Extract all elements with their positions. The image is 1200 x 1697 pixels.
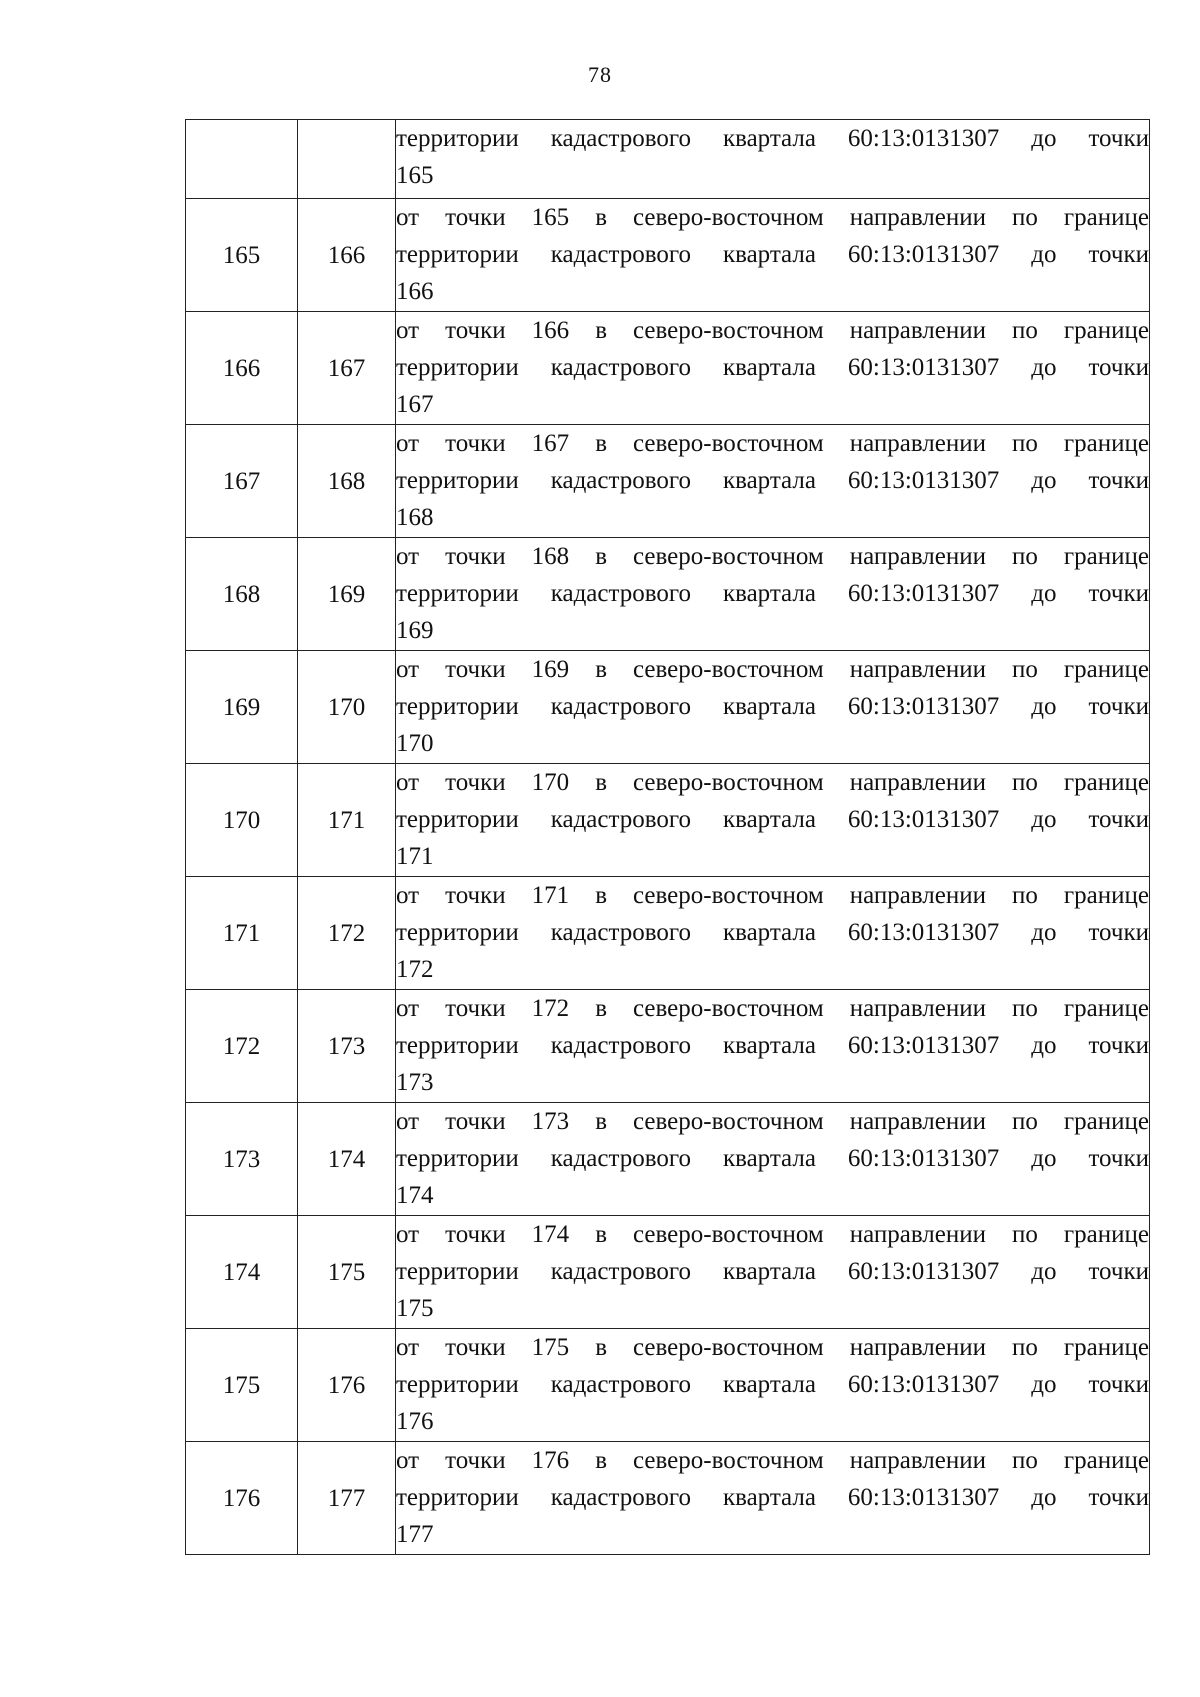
description-cell	[396, 764, 1150, 877]
description-line: территории кадастрового квартала 60:13:0131307 до точки	[396, 354, 1149, 381]
description-line: территории кадастрового квартала 60:13:0131307 до точки	[396, 693, 1149, 720]
description-line: 167	[396, 391, 434, 418]
description-line: территории кадастрового квартала 60:13:0131307 до точки	[396, 1484, 1149, 1511]
table-row	[186, 1103, 1150, 1216]
description-line: от точки 167 в северо-восточном направлении по границе	[396, 430, 1149, 457]
to-point-cell: 176	[298, 1329, 396, 1442]
table-row	[186, 538, 1150, 651]
description-line: от точки 172 в северо-восточном направлении по границе	[396, 995, 1149, 1022]
from-point-cell: 175	[186, 1329, 298, 1442]
from-point-cell: 176	[186, 1442, 298, 1555]
description-line: от точки 166 в северо-восточном направлении по границе	[396, 317, 1149, 344]
to-point-cell: 169	[298, 538, 396, 651]
from-point-cell	[186, 120, 298, 199]
description-line: 168	[396, 504, 434, 531]
description-line: территории кадастрового квартала 60:13:0131307 до точки	[396, 241, 1149, 268]
table-row	[186, 1442, 1150, 1555]
description-line: от точки 175 в северо-восточном направлении по границе	[396, 1334, 1149, 1361]
description-line: территории кадастрового квартала 60:13:0131307 до точки	[396, 1371, 1149, 1398]
from-point-cell: 167	[186, 425, 298, 538]
from-point-cell: 169	[186, 651, 298, 764]
description-line: 171	[396, 843, 434, 870]
description-cell	[396, 990, 1150, 1103]
from-point-cell: 168	[186, 538, 298, 651]
description-line: территории кадастрового квартала 60:13:0131307 до точки	[396, 1258, 1149, 1285]
table-row	[186, 877, 1150, 990]
description-line: 175	[396, 1295, 434, 1322]
description-line: 174	[396, 1182, 434, 1209]
from-point-cell: 165	[186, 199, 298, 312]
description-cell	[396, 312, 1150, 425]
from-point-cell: 171	[186, 877, 298, 990]
page-number: 78	[588, 62, 612, 87]
table-row	[186, 1216, 1150, 1329]
description-line: 166	[396, 278, 434, 305]
description-line: 172	[396, 956, 434, 983]
description-line: территории кадастрового квартала 60:13:0131307 до точки	[396, 580, 1149, 607]
description-cell	[396, 1329, 1150, 1442]
description-cell	[396, 199, 1150, 312]
description-line: от точки 171 в северо-восточном направлении по границе	[396, 882, 1149, 909]
description-cell	[396, 425, 1150, 538]
description-line: 177	[396, 1521, 434, 1548]
to-point-cell: 167	[298, 312, 396, 425]
description-line: от точки 169 в северо-восточном направлении по границе	[396, 656, 1149, 683]
to-point-cell	[298, 120, 396, 199]
description-cell	[396, 651, 1150, 764]
table-row	[186, 1329, 1150, 1442]
description-cell	[396, 538, 1150, 651]
description-line: территории кадастрового квартала 60:13:0131307 до точки	[396, 806, 1149, 833]
description-line: от точки 168 в северо-восточном направлении по границе	[396, 543, 1149, 570]
boundary-points-table	[185, 119, 1150, 1555]
description-line: территории кадастрового квартала 60:13:0131307 до точки	[396, 919, 1149, 946]
description-line: 176	[396, 1408, 434, 1435]
description-line: от точки 176 в северо-восточном направлении по границе	[396, 1447, 1149, 1474]
description-line: территории кадастрового квартала 60:13:0131307 до точки	[396, 1032, 1149, 1059]
to-point-cell: 175	[298, 1216, 396, 1329]
table-row	[186, 425, 1150, 538]
table-row	[186, 199, 1150, 312]
from-point-cell: 170	[186, 764, 298, 877]
description-line: территории кадастрового квартала 60:13:0131307 до точки	[396, 125, 1149, 152]
from-point-cell: 166	[186, 312, 298, 425]
to-point-cell: 166	[298, 199, 396, 312]
description-cell	[396, 1216, 1150, 1329]
description-line: территории кадастрового квартала 60:13:0131307 до точки	[396, 467, 1149, 494]
from-point-cell: 172	[186, 990, 298, 1103]
description-line: 165	[396, 162, 434, 189]
to-point-cell: 171	[298, 764, 396, 877]
to-point-cell: 177	[298, 1442, 396, 1555]
to-point-cell: 172	[298, 877, 396, 990]
from-point-cell: 173	[186, 1103, 298, 1216]
description-line: 169	[396, 617, 434, 644]
description-line: от точки 174 в северо-восточном направлении по границе	[396, 1221, 1149, 1248]
description-line: от точки 165 в северо-восточном направлении по границе	[396, 204, 1149, 231]
to-point-cell: 174	[298, 1103, 396, 1216]
description-line: 170	[396, 730, 434, 757]
description-cell	[396, 1442, 1150, 1555]
description-line: 173	[396, 1069, 434, 1096]
description-line: от точки 170 в северо-восточном направлении по границе	[396, 769, 1149, 796]
to-point-cell: 168	[298, 425, 396, 538]
table-row	[186, 312, 1150, 425]
table-row-continuation	[186, 120, 1150, 199]
description-cell	[396, 1103, 1150, 1216]
description-line: территории кадастрового квартала 60:13:0131307 до точки	[396, 1145, 1149, 1172]
description-line: от точки 173 в северо-восточном направлении по границе	[396, 1108, 1149, 1135]
from-point-cell: 174	[186, 1216, 298, 1329]
to-point-cell: 173	[298, 990, 396, 1103]
description-cell	[396, 877, 1150, 990]
table-row	[186, 651, 1150, 764]
to-point-cell: 170	[298, 651, 396, 764]
table-row	[186, 990, 1150, 1103]
table-row	[186, 764, 1150, 877]
description-cell	[396, 120, 1150, 199]
